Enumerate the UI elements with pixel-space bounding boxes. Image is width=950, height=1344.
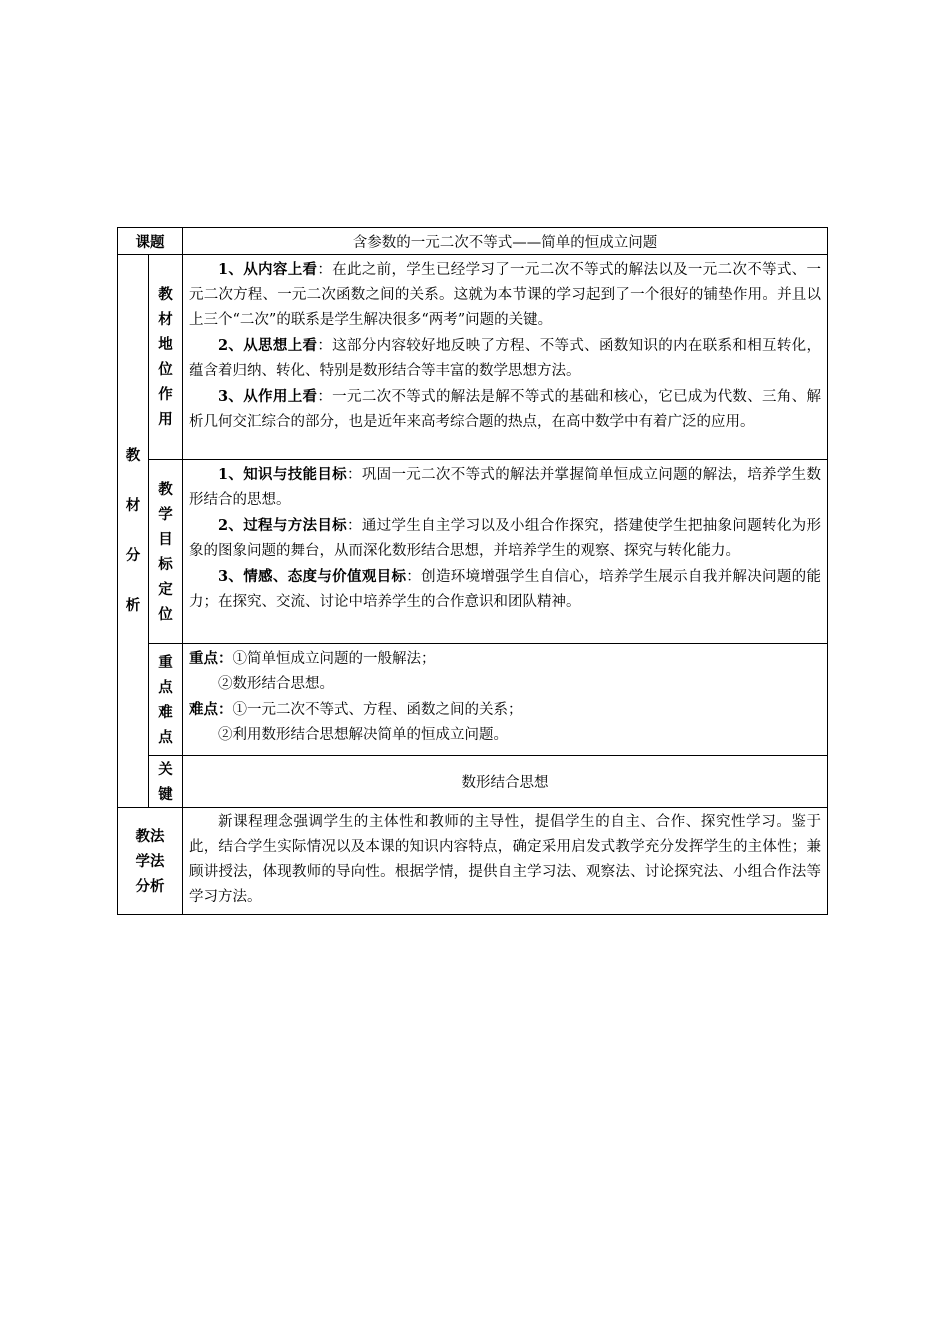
goal-item: 2、过程与方法目标：通过学生自主学习以及小组合作探究，搭建使学生把抽象问题转化为形象的图象问题的舞台，从而深化数形结合思想，并培养学生的观察、探究与转化能力。	[189, 517, 821, 559]
difficulty-1: 难点：①一元二次不等式、方程、函数之间的关系；	[189, 701, 523, 718]
method-row	[118, 808, 828, 915]
key-point-1: 重点：①简单恒成立问题的一般解法；	[189, 650, 436, 667]
goal-item: 1、知识与技能目标：巩固一元二次不等式的解法并掌握简单恒成立问题的解法，培养学生数形结合的思想。	[189, 466, 821, 508]
key-content: 数形结合思想	[183, 756, 828, 808]
topic-title: 含参数的一元二次不等式——简单的恒成立问题	[183, 228, 828, 255]
topic-label: 课题	[118, 228, 183, 255]
goals-label: 教 学 目 标 定 位	[149, 460, 183, 644]
keypoints-label: 重 点 难 点	[149, 644, 183, 756]
lesson-plan-table	[117, 227, 828, 915]
difficulty-2: ②利用数形结合思想解决简单的恒成立问题。	[218, 727, 508, 743]
position-item: 1、从内容上看：在此之前，学生已经学习了一元二次不等式的解法以及一元二次不等式、一元二次方程、一元二次函数之间的关系。这就为本节课的学习起到了一个很好的铺垫作用。并且以上三个“二次”的联系是学生解决很多“两考”问题的关键。	[189, 261, 822, 328]
position-item: 2、从思想上看：这部分内容较好地反映了方程、不等式、函数知识的内在联系和相互转化，蕴含着归纳、转化、特别是数形结合等丰富的数学思想方法。	[189, 337, 822, 379]
keypoints-row	[118, 644, 828, 756]
title-row	[118, 228, 828, 255]
position-row	[118, 255, 828, 460]
position-content	[183, 255, 828, 460]
position-item: 3、从作用上看：一元二次不等式的解法是解不等式的基础和核心，它已成为代数、三角、解析几何交汇综合的部分，也是近年来高考综合题的热点，在高中数学中有着广泛的应用。	[189, 388, 822, 430]
textbook-analysis-label: 教 材 分 析	[118, 255, 149, 808]
position-label: 教 材 地 位 作 用	[149, 255, 183, 460]
key-row	[118, 756, 828, 808]
goal-item: 3、情感、态度与价值观目标：创造环境增强学生自信心，培养学生展示自我并解决问题的能力；在探究、交流、讨论中培养学生的合作意识和团队精神。	[189, 568, 822, 610]
method-label: 教法 学法 分析	[118, 808, 183, 915]
key-point-2: ②数形结合思想。	[218, 676, 334, 692]
method-content: 新课程理念强调学生的主体性和教师的主导性，提倡学生的自主、合作、探究性学习。鉴于此，结合学生实际情况以及本课的知识内容特点，确定采用启发式教学充分发挥学生的主体性；兼顾讲授法，体现教师的导向性。根据学情，提供自主学习法、观察法、讨论探究法、小组合作法等学习方法。	[183, 808, 828, 915]
goals-row	[118, 460, 828, 644]
key-label: 关 键	[149, 756, 183, 808]
goals-content	[183, 460, 828, 644]
keypoints-content	[183, 644, 828, 756]
